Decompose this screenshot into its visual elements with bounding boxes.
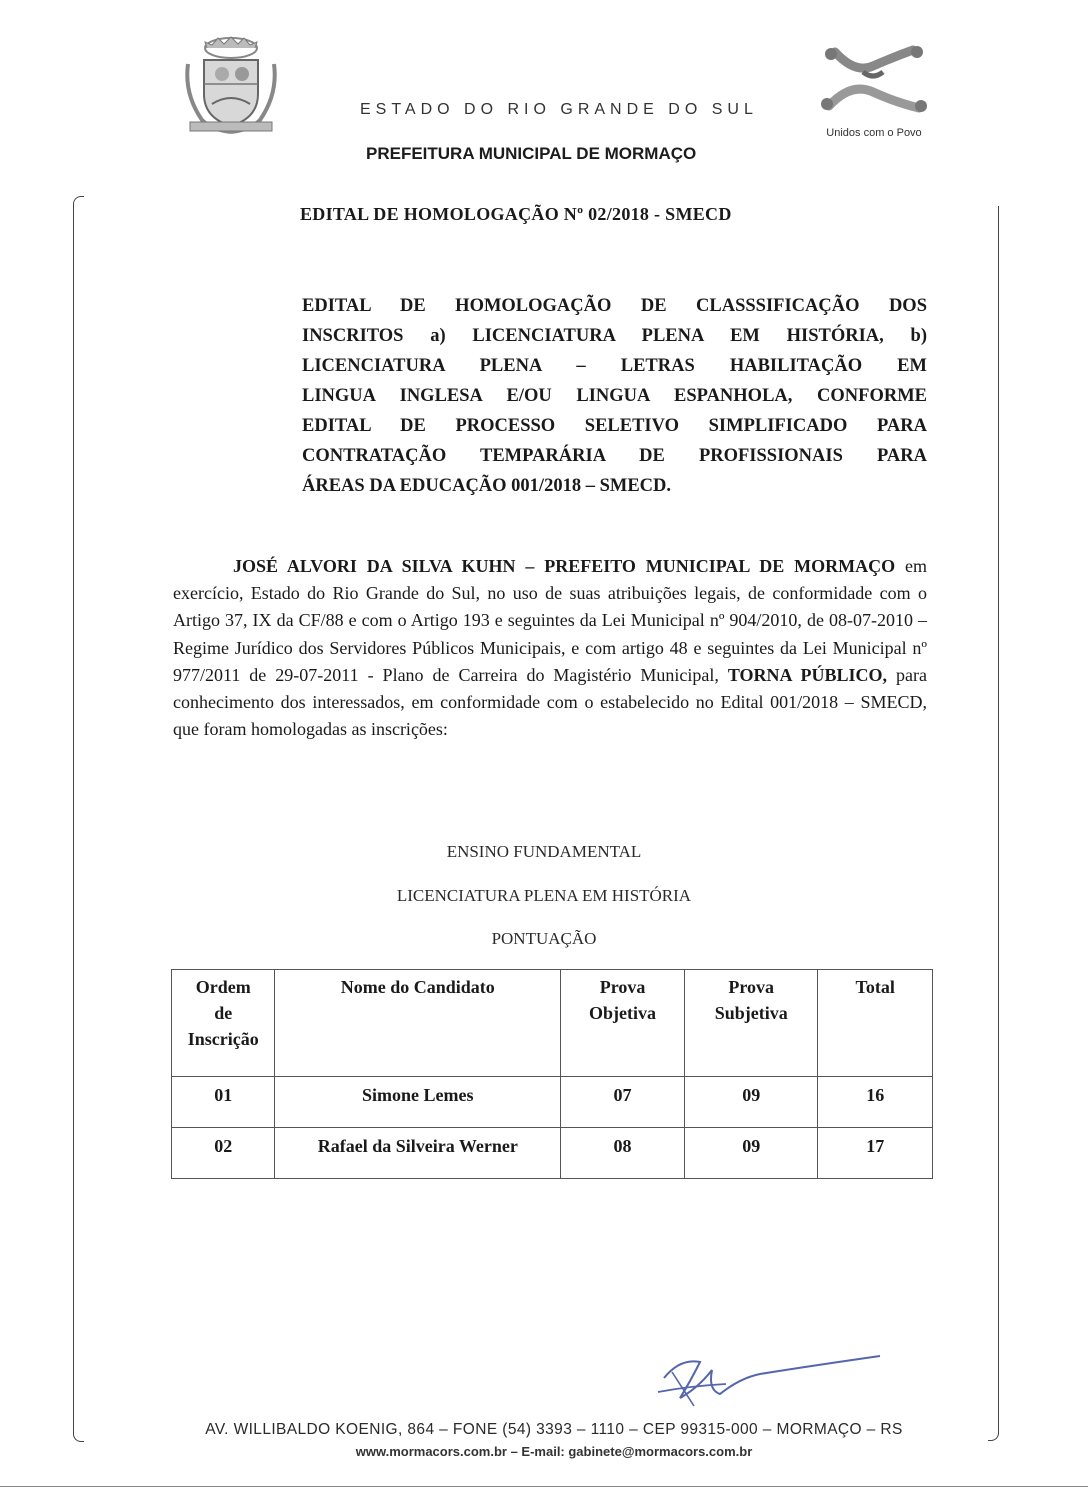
body-text-part: em exercício, Estado do Rio Grande do Sul, no uso de suas atribuições legais, de conformidade com o Artigo 37, IX da CF/88 e com o Artigo 193 e seguintes da Lei Municipal nº 904/2010, de 08-07-2010 – Regime Jurídico dos Servidores Públicos Municipais, e com artigo 48 e seguintes da Lei Municipal nº 977/2011 de 29-07-2011 - Plano de Carreira do Magistério Municipal, <box>173 556 927 685</box>
mayor-name: JOSÉ ALVORI DA SILVA KUHN – PREFEITO MUNICIPAL DE MORMAÇO <box>233 556 896 576</box>
table-header-row <box>172 970 933 1077</box>
torna-publico: TORNA PÚBLICO, <box>727 664 888 685</box>
cell-subjetiva: 09 <box>684 1077 818 1128</box>
cell-subjetiva: 09 <box>684 1128 818 1179</box>
cell-ordem: 02 <box>172 1128 275 1179</box>
cell-objetiva: 08 <box>561 1128 685 1179</box>
header-text: Ordem <box>195 977 251 997</box>
cell-nome: Simone Lemes <box>275 1077 561 1128</box>
table-row <box>172 1128 933 1179</box>
bottom-divider <box>0 1486 1088 1487</box>
summary-line: LINGUA INGLESA E/OU LINGUA ESPANHOLA, CONFORME <box>302 386 927 406</box>
header-text: Inscrição <box>187 1029 259 1049</box>
section-level: ENSINO FUNDAMENTAL <box>446 842 642 861</box>
header-text: Subjetiva <box>714 1003 788 1023</box>
cell-total: 17 <box>818 1128 933 1179</box>
header-objetiva <box>561 970 685 1077</box>
header-text: Prova <box>728 977 775 997</box>
header-nome <box>275 970 561 1077</box>
edital-summary <box>302 291 927 501</box>
unidos-logo-icon <box>815 44 933 114</box>
cell-nome: Rafael da Silveira Werner <box>275 1128 561 1179</box>
left-border-bracket <box>73 196 84 1442</box>
cell-total: 16 <box>818 1077 933 1128</box>
summary-line: EDITAL DE PROCESSO SELETIVO SIMPLIFICADO PARA <box>302 416 927 436</box>
header-total <box>818 970 933 1077</box>
header-subjetiva <box>684 970 818 1077</box>
right-border-bracket <box>988 206 999 1441</box>
coat-of-arms-icon <box>182 34 280 134</box>
body-paragraph <box>173 553 927 743</box>
edital-title: EDITAL DE HOMOLOGAÇÃO Nº 02/2018 - SMECD <box>300 204 732 224</box>
summary-line: INSCRITOS a) LICENCIATURA PLENA EM HISTÓRIA, b) <box>302 326 927 346</box>
cell-objetiva: 07 <box>561 1077 685 1128</box>
summary-line: ÁREAS DA EDUCAÇÃO 001/2018 – SMECD. <box>302 476 671 496</box>
header-text: de <box>214 1003 233 1023</box>
section-course: LICENCIATURA PLENA EM HISTÓRIA <box>396 886 692 905</box>
body-text-part: para conhecimento dos interessados, em conformidade com o estabelecido no Edital 001/2018 – SMECD, que foram homologadas as inscrições: <box>173 664 927 740</box>
header-ordem <box>172 970 275 1077</box>
header-text: Total <box>855 977 895 997</box>
prefeitura-heading: PREFEITURA MUNICIPAL DE MORMAÇO <box>366 144 697 163</box>
section-score-label: PONTUAÇÃO <box>491 929 597 948</box>
header-text: Prova <box>599 977 646 997</box>
header-text: Objetiva <box>589 1003 657 1023</box>
table-row <box>172 1077 933 1128</box>
state-heading: ESTADO DO RIO GRANDE DO SUL <box>360 101 758 118</box>
summary-line: LICENCIATURA PLENA – LETRAS HABILITAÇÃO EM <box>302 356 927 376</box>
summary-line: CONTRATAÇÃO TEMPARÁRIA DE PROFISSIONAIS PARA <box>302 446 927 466</box>
header-text: Nome do Candidato <box>340 977 495 997</box>
summary-line: EDITAL DE HOMOLOGAÇÃO DE CLASSSIFICAÇÃO DOS <box>302 296 927 316</box>
signature-icon <box>650 1348 890 1410</box>
cell-ordem: 01 <box>172 1077 275 1128</box>
footer-web: www.mormacors.com.br – E-mail: gabinete@mormacors.com.br <box>355 1444 753 1459</box>
logo-caption: Unidos com o Povo <box>826 127 922 139</box>
footer-address: AV. WILLIBALDO KOENIG, 864 – FONE (54) 3393 – 1110 – CEP 99315-000 – MORMAÇO – RS <box>205 1421 903 1438</box>
candidates-table <box>171 969 933 1179</box>
